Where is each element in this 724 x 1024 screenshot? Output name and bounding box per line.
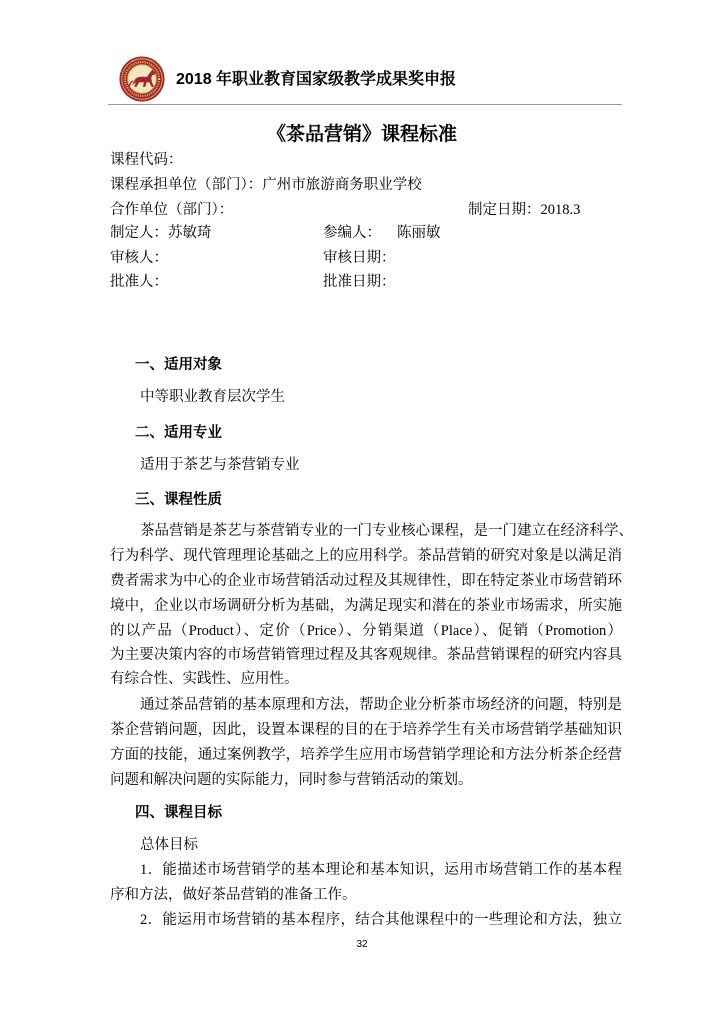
approve-date-label: 批准日期：: [323, 274, 396, 290]
header-title: 2018 年职业教育国家级教学成果奖申报: [176, 71, 457, 88]
paragraph-line: 行为科学、现代管理理论基础之上的应用科学。茶品营销的研究对象是以满足消: [110, 548, 622, 564]
approver-label: 批准人：: [110, 274, 168, 290]
page-number: 32: [356, 939, 368, 950]
section-heading: 四、课程目标: [135, 805, 222, 821]
paragraph-line: 费者需求为中心的企业市场营销活动过程及其规律性，即在特定茶业市场营销环: [110, 573, 622, 589]
paragraph-line: 茶企营销问题，因此，设置本课程的目的在于培养学生有关市场营销学基础知识: [110, 722, 622, 738]
goal-item-line: 2．能运用市场营销的基本程序，结合其他课程中的一些理论和方法，独立: [140, 912, 622, 928]
section-body: 适用于茶艺与茶营销专业: [140, 457, 300, 473]
goal-item-line: 1．能描述市场营销学的基本理论和基本知识，运用市场营销工作的基本程: [140, 862, 622, 878]
header-divider: [108, 104, 622, 105]
paragraph-line: 问题和解决问题的实际能力，同时参与营销活动的策划。: [110, 772, 473, 788]
paragraph-line: 方面的技能，通过案例教学，培养学生应用市场营销学理论和方法分析茶企经营: [110, 747, 622, 763]
coauthor-name: 陈丽敏: [397, 225, 441, 241]
author: 制定人：苏敏琦: [110, 225, 212, 241]
section-body: 中等职业教育层次学生: [140, 389, 285, 405]
paragraph-line: 境中，企业以市场调研分析为基础，为满足现实和潜在的茶业市场需求，所实施: [110, 598, 622, 614]
paragraph-line: 茶品营销是茶艺与茶营销专业的一门专业核心课程，是一门建立在经济科学、: [140, 523, 633, 539]
partner-unit-label: 合作单位（部门）：: [110, 202, 234, 218]
paragraph-line: 的以产品（Product）、定价（Price）、分销渠道（Place）、促销（Promotion）: [110, 623, 622, 639]
coauthor-label: 参编人：: [323, 225, 381, 241]
goal-item-line: 序和方法，做好茶品营销的准备工作。: [110, 887, 357, 903]
course-unit: 课程承担单位（部门）：广州市旅游商务职业学校: [110, 177, 422, 193]
section-heading: 三、课程性质: [135, 492, 222, 508]
creation-date: 制定日期：2018.3: [468, 202, 581, 218]
course-code-label: 课程代码：: [110, 152, 183, 168]
seal-logo-icon: [119, 56, 165, 102]
paragraph-line: 有综合性、实践性、应用性。: [110, 671, 299, 687]
section-heading: 二、适用专业: [135, 425, 222, 441]
document-title: 《茶品营销》课程标准: [266, 124, 457, 145]
paragraph-line: 通过茶品营销的基本原理和方法，帮助企业分析茶市场经济的问题，特别是: [140, 697, 622, 713]
subheading: 总体目标: [140, 837, 198, 853]
review-date-label: 审核日期：: [323, 250, 396, 266]
section-heading: 一、适用对象: [135, 357, 222, 373]
paragraph-line: 为主要决策内容的市场营销管理过程及其客观规律。茶品营销课程的研究内容具: [110, 647, 622, 663]
reviewer-label: 审核人：: [110, 250, 168, 266]
